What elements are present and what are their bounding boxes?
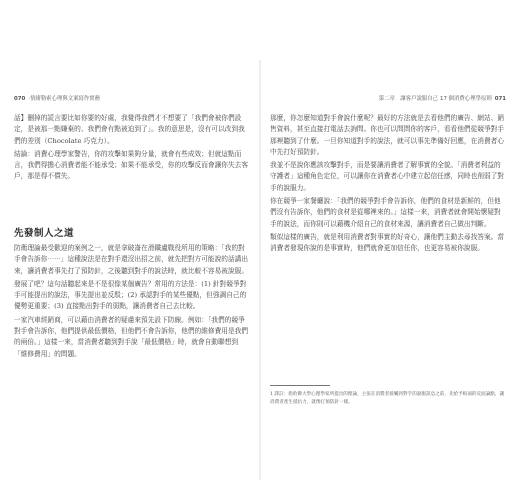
left-page-header [14, 92, 250, 106]
right-page-header [270, 92, 506, 106]
left-paragraph: 結論：消費心理學家警告，你的攻擊如果夠分量，就會有些成效；但就這點而言，我們得擔心消費者能不能承受；如果不能承受，你的攻擊反而會讓你失去客戶，那是得不償失。 [14, 149, 249, 181]
left-paragraph: 話】刪掉的謊言要比如你要的好處，我覺得我們才不想要了「我們會被你們設定，是被那一點嫌棄的、我們會有點被迫到了」。我的意思是，沒有可以改到我們的差別（Chocolate 巧克力）。 [14, 114, 245, 145]
left-paragraph: 一家汽車經銷商，可以藉由消費者的疑慮來預先設下防線。例如：「我們的競爭對手會告訴你，他們提供最低價格，但他們不會告訴你，他們的維修費用是我們的兩倍。」這樣一來，當消費者聽到對手說「最低價格」時，就會自動聯想到「維修費用」的問題。 [14, 315, 249, 358]
left-paragraph: 發展了吧？這句話聽起來是不是很像某個廣告？常用的方法是：(1) 針對競爭對手可能提出的說法，事先提出並反駁；(2) 承認對手的某些優點，但強調自己的優勢更重要；(3) 直接點出對手的弱點，讓消費者自己去比較。 [14, 279, 247, 311]
right-paragraph: 類似這樣的廣告，就是利用消費者對事實的好奇心，讓他們主動去尋找答案。當消費者發現你說的是事實時，他們就會更加信任你，也更容易被你說服。 [270, 232, 505, 253]
right-page-chapter: 第二章 讓客戶說服自己 [378, 96, 439, 102]
left-page-running-title: ‧情緒勒索心理與文案寫作實務 [28, 96, 101, 102]
right-paragraph: 我並不是說你應該攻擊對手，而是要讓消費者了解事實的全貌。「消費者利益的守護者」這種角色定位，可以讓你在消費者心中建立起信任感，同時也削弱了對手的說服力。 [270, 161, 505, 192]
right-page-number: 071 [494, 96, 506, 102]
footnote-divider [270, 385, 330, 386]
page-gutter [259, 60, 261, 480]
right-paragraph: 那麼，你怎麼知道對手會說什麼呢？最好的方法就是去看他們的廣告、網站、銷售資料，甚至直接打電話去詢問。你也可以問問你的客戶，看看他們從競爭對手那裡聽到了什麼。一旦你知道對手的說法，就可以事先準備好回應，在消費者心中先打好預防針。 [270, 114, 505, 156]
left-body-text [14, 243, 250, 360]
right-body-text [270, 113, 506, 255]
right-page [270, 0, 506, 500]
left-paragraph: 防衛理論最受歡迎的案例之一，就是拿破崙在滑鐵盧戰役所用的策略：「我的對手會告訴你⋯⋯」這種說法是在對手還沒出招之前，就先把對方可能說的話講出來，讓消費者事先打了預防針，之後聽到對手的說法時，就比較不容易被說服。 [14, 244, 249, 275]
left-page [14, 0, 250, 500]
left-page-number: 070 [14, 96, 26, 102]
footnote: 1 譯註：指哈佛大學心理學家所提出的理論，主張在消費者接觸到對手的說服訊息之前，先給予較弱的反面論點，讓消費者產生抵抗力，就像打預防針一樣。 [270, 392, 505, 405]
right-paragraph: 你在競爭一家餐廳說：「我們的競爭對手會告訴你，他們的食材是新鮮的，但他們沒有告訴你，他們的食材是從哪裡來的。」這樣一來，消費者就會開始懷疑對手的說法，而你則可以藉機介紹自己的食材來源，讓消費者自己做出判斷。 [270, 197, 501, 228]
left-intro-text [14, 113, 250, 183]
right-page-running-title: 17 個消費心理學原則 [440, 96, 492, 102]
section-title: 先發制人之道 [14, 228, 75, 239]
